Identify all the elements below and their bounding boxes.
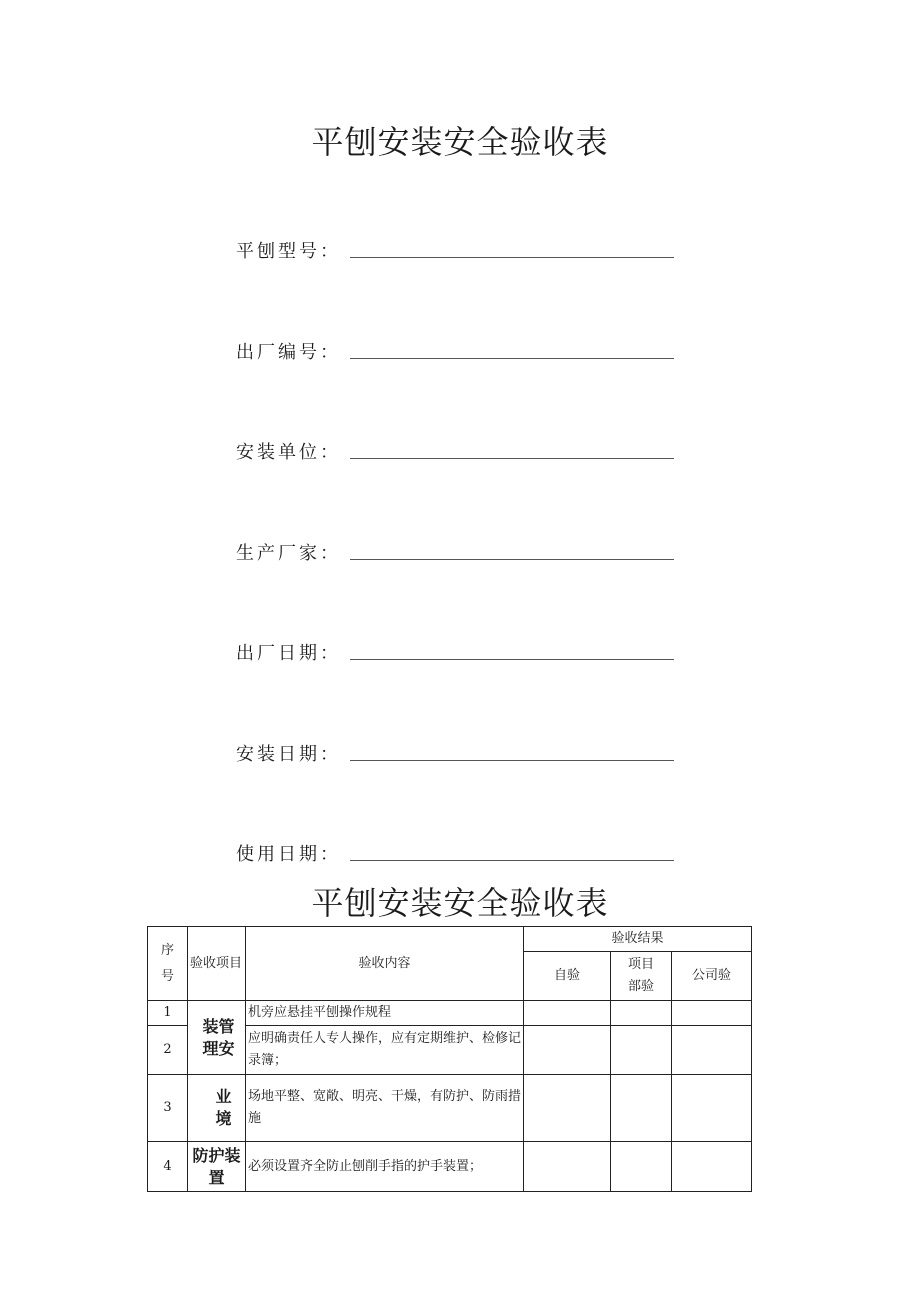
header-item: 验收项目 [188, 927, 246, 1001]
field-use-date-label: 使用日期： [236, 844, 341, 865]
field-manufacturer [236, 539, 676, 565]
header-project: 项目部验 [611, 952, 672, 1001]
row-content: 场地平整、宽敞、明亮、干燥，有防护、防雨措施 [246, 1075, 524, 1142]
field-manufacturer-label: 生产厂家： [236, 543, 341, 564]
header-self: 自验 [524, 952, 611, 1001]
field-manufacturer-line[interactable] [350, 559, 674, 560]
row-content: 机旁应悬挂平刨操作规程 [246, 1001, 524, 1026]
field-model [236, 237, 676, 263]
cell-company[interactable] [672, 1075, 752, 1142]
row-content: 必须设置齐全防止刨削手指的护手装置； [246, 1142, 524, 1192]
category-guard: 防护装置 [188, 1142, 246, 1192]
cell-self[interactable] [524, 1001, 611, 1026]
cell-self[interactable] [524, 1075, 611, 1142]
cell-company[interactable] [672, 1001, 752, 1026]
acceptance-table [147, 926, 752, 1192]
category-management: 装管理安 [188, 1001, 246, 1075]
cell-project[interactable] [611, 1001, 672, 1026]
header-company: 公司验 [672, 952, 752, 1001]
field-use-date [236, 840, 676, 866]
row-seq: 3 [148, 1075, 188, 1142]
field-installer [236, 438, 676, 464]
field-factory-date-label: 出厂日期： [236, 643, 341, 664]
cell-self[interactable] [524, 1026, 611, 1075]
field-install-date-label: 安装日期： [236, 744, 341, 765]
cell-self[interactable] [524, 1142, 611, 1192]
field-serial [236, 338, 676, 364]
field-model-line[interactable] [350, 257, 674, 258]
field-factory-date-line[interactable] [350, 659, 674, 660]
row-seq: 4 [148, 1142, 188, 1192]
header-result: 验收结果 [524, 927, 752, 952]
cell-project[interactable] [611, 1142, 672, 1192]
header-seq: 序号 [148, 927, 188, 1001]
cell-company[interactable] [672, 1142, 752, 1192]
header-content: 验收内容 [246, 927, 524, 1001]
field-install-date [236, 740, 676, 766]
cover-title: 平刨安装安全验收表 [311, 123, 609, 161]
category-environment: 业境 [188, 1075, 246, 1142]
field-installer-line[interactable] [350, 458, 674, 459]
row-seq: 1 [148, 1001, 188, 1026]
field-model-label: 平刨型号： [236, 241, 341, 262]
field-install-date-line[interactable] [350, 760, 674, 761]
field-use-date-line[interactable] [350, 860, 674, 861]
field-factory-date [236, 639, 676, 665]
cell-project[interactable] [611, 1026, 672, 1075]
row-seq: 2 [148, 1026, 188, 1075]
field-serial-label: 出厂编号： [236, 342, 341, 363]
field-installer-label: 安装单位： [236, 442, 341, 463]
row-content: 应明确责任人专人操作，应有定期维护、检修记录簿； [246, 1026, 524, 1075]
field-serial-line[interactable] [350, 358, 674, 359]
table-title: 平刨安装安全验收表 [311, 884, 609, 922]
cell-project[interactable] [611, 1075, 672, 1142]
cell-company[interactable] [672, 1026, 752, 1075]
